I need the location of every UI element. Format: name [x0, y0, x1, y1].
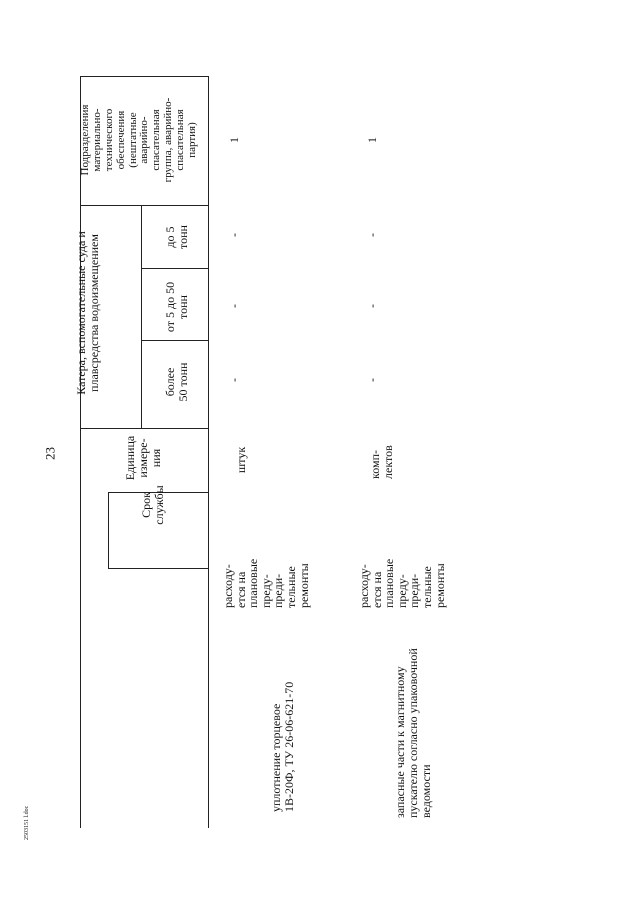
table-rule-service-left [108, 568, 208, 569]
header-subdivisions: Подразделения материально- технического обеспечения (нештатные аварийно- спасательная группа, аварийно- спасательная партия) [79, 97, 198, 183]
row1-over-50: - [227, 378, 241, 382]
header-boats-up-to-5: до 5 тонн [163, 225, 190, 249]
row2-service-life: расходу- ется на плановые преду- преди- тельные ремонты [357, 558, 447, 608]
row2-subdivisions: 1 [365, 137, 379, 143]
table-rule-boats-col1 [141, 340, 208, 341]
row1-unit: штук [234, 446, 248, 473]
row1-service-life: расходу- ется на плановые преду- преди- тельные ремонты [221, 558, 311, 608]
row2-over-50: - [365, 378, 379, 382]
row1-subdivisions: 1 [227, 137, 241, 143]
row2-5-to-50: - [365, 304, 379, 308]
row1-name: уплотнение торцевое 1В-20Ф, ТУ 26-06-621-70 [269, 681, 296, 812]
row2-name: запасные части к магнитному пускателю согласно упаковочной ведомости [393, 648, 433, 818]
row1-5-to-50: - [227, 304, 241, 308]
row2-unit: комп- лектов [368, 445, 395, 479]
header-unit: Единица измере- ния [123, 435, 163, 481]
header-boats-group: Катера, вспомогательные суда и плавсредства водоизмещением [74, 231, 101, 395]
header-boats-5-to-50: от 5 до 50 тонн [163, 281, 190, 333]
row1-up-to-5: - [227, 233, 241, 237]
table-rule-boats-subheader [141, 205, 142, 428]
header-boats-over-50: более 50 тонн [163, 362, 190, 402]
row2-up-to-5: - [365, 233, 379, 237]
page-number: 23 [42, 447, 58, 460]
table-rule-boats-col2 [141, 268, 208, 269]
header-service-life: Срок службы [139, 485, 166, 525]
table-rule-boats-right [80, 205, 208, 206]
table-rule-header-bottom [208, 76, 209, 828]
table-rule-top-stub [108, 492, 109, 568]
file-footer: 2503151 l.doc [24, 805, 30, 840]
